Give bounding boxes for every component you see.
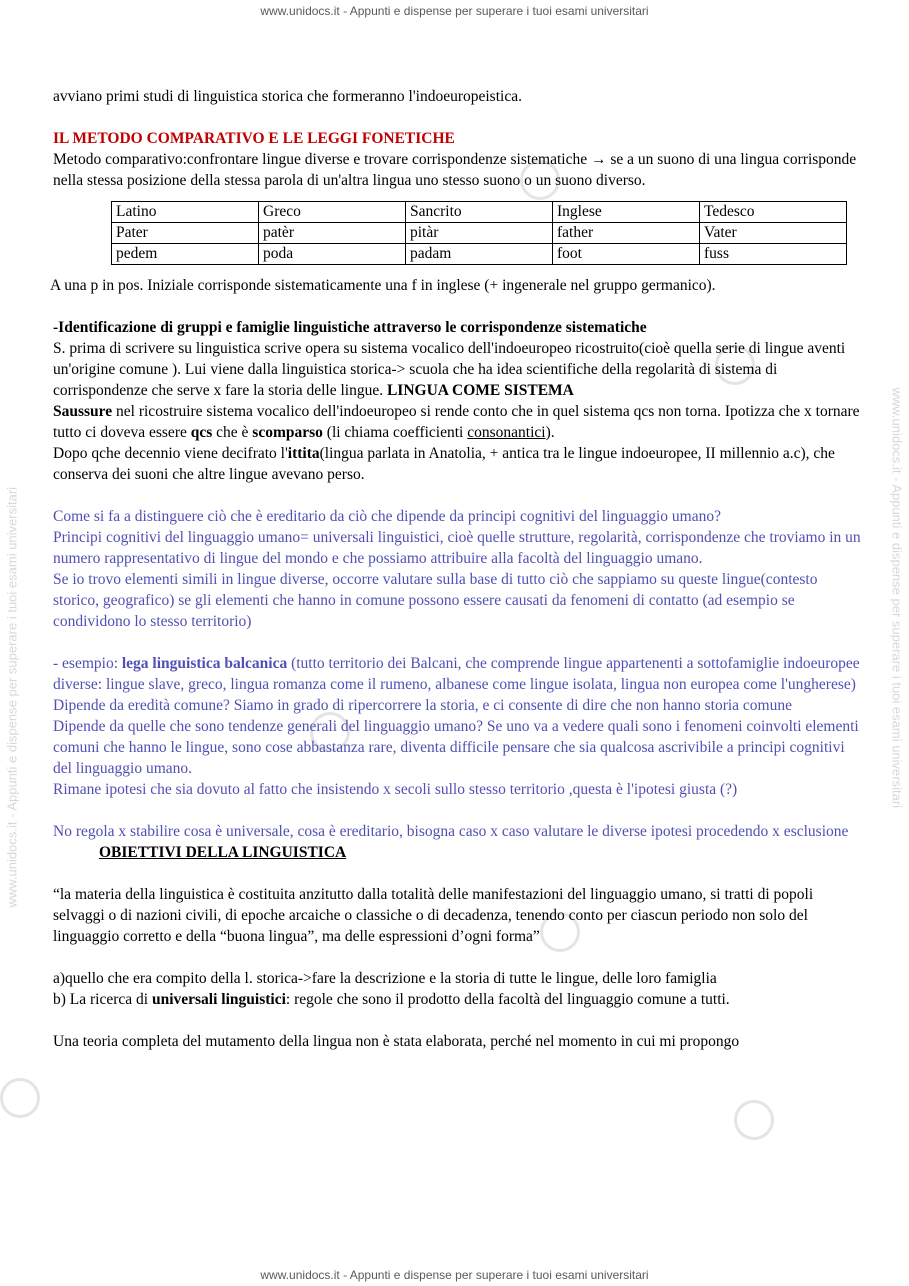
text-run: nel ricostruire sistema vocalico dell'indoeuropeo si rende conto che in quel sistema qcs non torna. Ipotizza che x tornare tutto ci doveva essere	[53, 403, 860, 441]
comparison-table	[111, 201, 847, 265]
table-row	[112, 244, 847, 265]
section-title-obiettivi: OBIETTIVI DELLA LINGUISTICA	[99, 844, 347, 861]
table-cell: poda	[259, 244, 406, 265]
table-cell: foot	[553, 244, 700, 265]
text-run: S. prima di scrivere su linguistica scrive opera su sistema vocalico dell'indoeuropeo ricostruito(cioè quella serie di lingue aventi un'origine comune ). Lui viene dalla linguistica storica-> scuola che ha idea scientifiche della regolarità di sistema di corrispondenze che serve x fare la storia delle lingue.	[53, 340, 846, 399]
side-watermark-right: www.unidocs.it - Appunti e dispense per superare i tuoi esami universitari	[889, 387, 905, 809]
table-cell: Vater	[700, 223, 847, 244]
metodo-paragraph: Metodo comparativo:confrontare lingue diverse e trovare corrispondenze sistematiche → se a un suono di una lingua corrisponde nella stessa posizione della stessa parola di un'altra lingua uno stesso suono o un suono diverso.	[53, 151, 857, 189]
blue-tendenze: Dipende da quelle che sono tendenze generali del linguaggio umano? Se uno va a vedere quali sono i fenomeni coinvolti elementi comuni che hanno le lingue, sono cose abbastanza rare, diventa difficile pensare che sia qualcosa ascrivibile a principi cognitivi del linguaggio umano.	[53, 718, 859, 777]
table-cell: Sancrito	[406, 202, 553, 223]
document-body	[50, 86, 863, 1052]
identificazione-heading: -Identificazione di gruppi e famiglie linguistiche attraverso le corrispondenze sistematiche	[53, 319, 647, 336]
blue-eredita: Dipende da eredità comune? Siamo in grado di ripercorrere la storia, e ci consente di dire che non hanno storia comune	[53, 697, 792, 714]
side-watermark-left: www.unidocs.it - Appunti e dispense per superare i tuoi esami universitari	[4, 486, 20, 908]
table-cell: patèr	[259, 223, 406, 244]
blue-regola: No regola x stabilire cosa è universale, cosa è ereditario, bisogna caso x caso valutare le diverse ipotesi procedendo x esclusione	[53, 823, 849, 840]
table-cell: pedem	[112, 244, 259, 265]
teoria-paragraph: Una teoria completa del mutamento della lingua non è stata elaborata, perché nel momento in cui mi propongo	[53, 1033, 740, 1050]
table-cell: Tedesco	[700, 202, 847, 223]
text-run: - esempio:	[53, 655, 122, 672]
table-cell: father	[553, 223, 700, 244]
watermark-seal-icon	[734, 1100, 774, 1140]
bold-run: lega linguistica balcanica	[121, 655, 288, 672]
text-run: (lingua parlata in Anatolia, + antica tra le lingue indoeuropee, II millennio a.c), che conserva dei suoni che altre lingue avevano perso.	[53, 445, 835, 483]
blue-ipotesi: Rimane ipotesi che sia dovuto al fatto che insistendo x secoli sullo stesso territorio ,questa è l'ipotesi giusta (?)	[53, 781, 738, 798]
bold-run: scomparso	[252, 424, 323, 441]
bold-run: ittita	[287, 445, 320, 462]
table-cell: Greco	[259, 202, 406, 223]
table-header-row	[112, 202, 847, 223]
point-a: a)quello che era compito della l. storica->fare la descrizione e la storia di tutte le lingue, delle loro famiglia	[53, 970, 717, 987]
quote-paragraph: “la materia della linguistica è costituita anzitutto dalla totalità delle manifestazioni del linguaggio umano, si tratti di popoli selvaggi o di nazioni civili, di epoche arcaiche o classiche o di decadenza, tenendo conto per ciascun periodo non solo del linguaggio corretto e della “buona lingua”, ma delle espressioni d’ogni forma”	[53, 886, 814, 945]
table-cell: Inglese	[553, 202, 700, 223]
bold-run: qcs	[190, 424, 213, 441]
blue-question: Come si fa a distinguere ciò che è ereditario da ciò che dipende da principi cognitivi del linguaggio umano?	[53, 508, 721, 525]
table-cell: Latino	[112, 202, 259, 223]
bold-run: universali linguistici	[151, 991, 286, 1008]
section-title-metodo: IL METODO COMPARATIVO E LE LEGGI FONETICHE	[53, 130, 455, 147]
bold-run: LINGUA COME SISTEMA	[386, 382, 574, 399]
ittita-paragraph	[53, 443, 863, 485]
intro-paragraph: avviano primi studi di linguistica storica che formeranno l'indoeuropeistica.	[53, 88, 522, 105]
text-run: : regole che sono il prodotto della facoltà del linguaggio comune a tutti.	[285, 991, 730, 1008]
watermark-seal-icon	[0, 1078, 40, 1118]
point-b	[53, 989, 863, 1010]
text-run: che è	[212, 424, 253, 441]
blue-contatto: Se io trovo elementi simili in lingue diverse, occorre valutare sulla base di tutto ciò che sappiamo su queste lingue(contesto storico, geografico) se gli elementi che hanno in comune possono essere causati da fenomeni di contatto (ad esempio se condividono lo stesso territorio)	[53, 571, 818, 630]
blue-universali: Principi cognitivi del linguaggio umano= universali linguistici, cioè quelle strutture, regolarità, corrispondenze che troviamo in un numero rappresentativo di lingue del mondo e che possiamo attribuire alla facoltà del linguaggio umano.	[53, 529, 861, 567]
text-run: Dopo qche decennio viene decifrato l'	[53, 445, 288, 462]
saussure-paragraph	[53, 338, 863, 443]
table-cell: padam	[406, 244, 553, 265]
text-run: ).	[545, 424, 555, 441]
bold-run: Saussure	[53, 403, 113, 420]
correspondence-paragraph: A una p in pos. Iniziale corrisponde sistematicamente una f in inglese (+ ingenerale nel gruppo germanico).	[50, 277, 716, 294]
table-cell: Pater	[112, 223, 259, 244]
page-footer: www.unidocs.it - Appunti e dispense per superare i tuoi esami universitari	[260, 1268, 649, 1282]
table-row	[112, 223, 847, 244]
table-cell: pitàr	[406, 223, 553, 244]
page-header: www.unidocs.it - Appunti e dispense per superare i tuoi esami universitari	[260, 4, 649, 18]
text-run: (tutto territorio dei Balcani, che comprende lingue appartenenti a sottofamiglie indoeuropee diverse: lingue slave, greco, lingua romanza come il rumeno, albanese come lingue isolata, lingua non europea come l'ungherese)	[53, 655, 860, 693]
blue-esempio	[53, 653, 863, 695]
text-run: b) La ricerca di	[53, 991, 152, 1008]
underline-run: consonantici	[467, 424, 546, 441]
table-cell: fuss	[700, 244, 847, 265]
text-run: (li chiama coefficienti	[322, 424, 468, 441]
